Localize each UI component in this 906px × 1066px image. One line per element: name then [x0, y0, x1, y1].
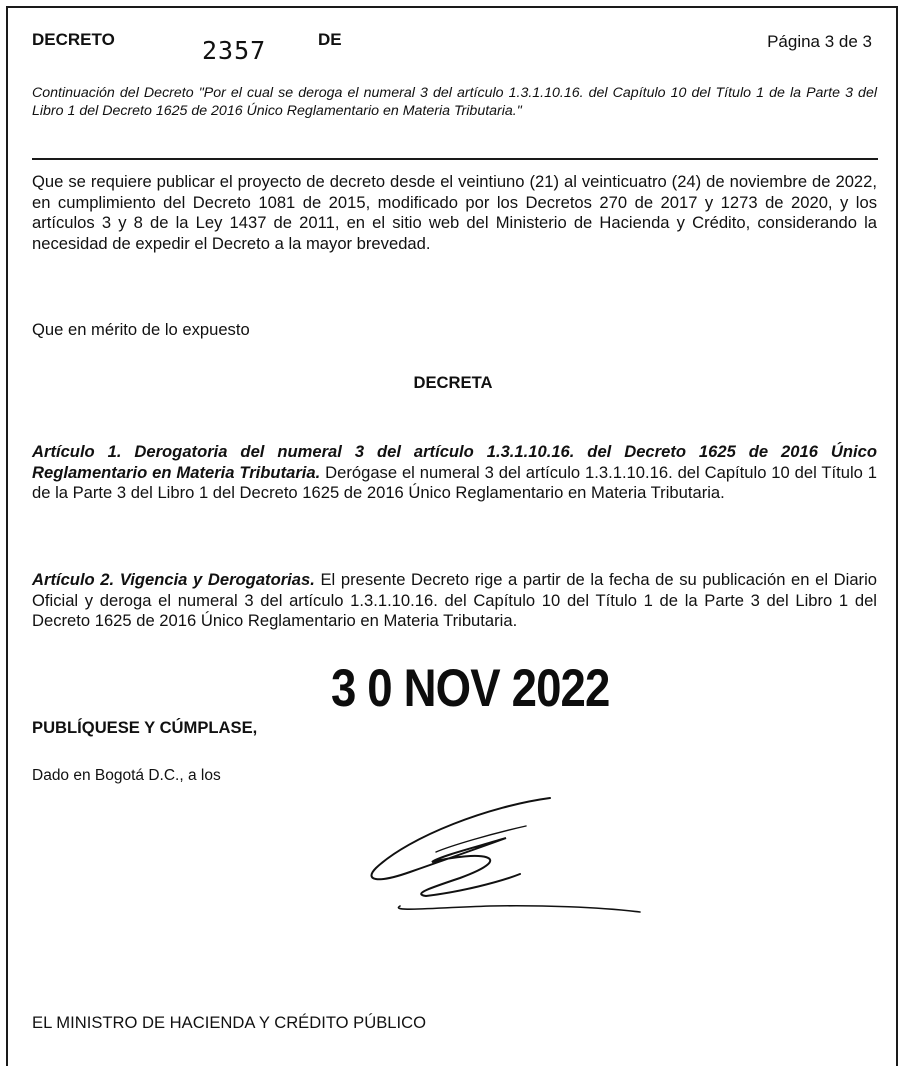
- article-1-heading: Artículo 1. Derogatoria del numeral 3 del artículo 1.3.1.10.16. del Decreto 1625 de 2016 Único Reglamentario en Materia Tributaria.: [32, 442, 877, 482]
- de-label: DE: [318, 30, 342, 49]
- minister-title: EL MINISTRO DE HACIENDA Y CRÉDITO PÚBLICO: [32, 1013, 427, 1032]
- article-1: [32, 442, 877, 504]
- continuation-note: Continuación del Decreto "Por el cual se deroga el numeral 3 del artículo 1.3.1.10.16. del Capítulo 10 del Título 1 de la Parte 3 del Libro 1 del Decreto 1625 de 2016 Único Reglamentario en Materia Tributaria.": [32, 85, 877, 119]
- dado-en-line: Dado en Bogotá D.C., a los: [32, 767, 221, 784]
- signature-image: [340, 786, 660, 926]
- merito-paragraph: Que en mérito de lo expuesto: [32, 320, 250, 339]
- date-stamp: 3 0 NOV 2022: [331, 659, 610, 718]
- decreto-label: DECRETO: [32, 30, 115, 49]
- article-2-heading: Artículo 2. Vigencia y Derogatorias.: [32, 570, 315, 589]
- publiquese-line: PUBLÍQUESE Y CÚMPLASE,: [32, 718, 258, 737]
- decree-header: [32, 22, 874, 65]
- article-2: [32, 570, 877, 632]
- page-number: Página 3 de 3: [767, 32, 872, 51]
- decreto-number: 2357: [202, 36, 267, 65]
- article-1-text: Derógase el numeral 3 del artículo 1.3.1.10.16. del Capítulo 10 del Título 1 de la Parte 3 del Libro 1 del Decreto 1625 de 2016 Único Reglamentario en Materia Tributaria.: [32, 462, 877, 502]
- header-divider: [32, 158, 878, 160]
- article-2-text: El presente Decreto rige a partir de la fecha de su publicación en el Diario Oficial y deroga el numeral 3 del artículo 1.3.1.10.16. del Capítulo 10 del Título 1 de la Parte 3 del Libro 1 del Decreto 1625 de 2016 Único Reglamentario en Materia Tributaria.: [32, 570, 877, 630]
- considerando-paragraph: Que se requiere publicar el proyecto de decreto desde el veintiuno (21) al veinticuatro (24) de noviembre de 2022, en cumplimiento del Decreto 1081 de 2015, modificado por los Decretos 270 de 2017 y 1273 de 2020, y los artículos 3 y 8 de la Ley 1437 de 2011, en el sitio web del Ministerio de Hacienda y Crédito, considerando la necesidad de expedir el Decreto a la mayor brevedad.: [32, 172, 877, 253]
- decreta-heading: DECRETA: [413, 373, 493, 392]
